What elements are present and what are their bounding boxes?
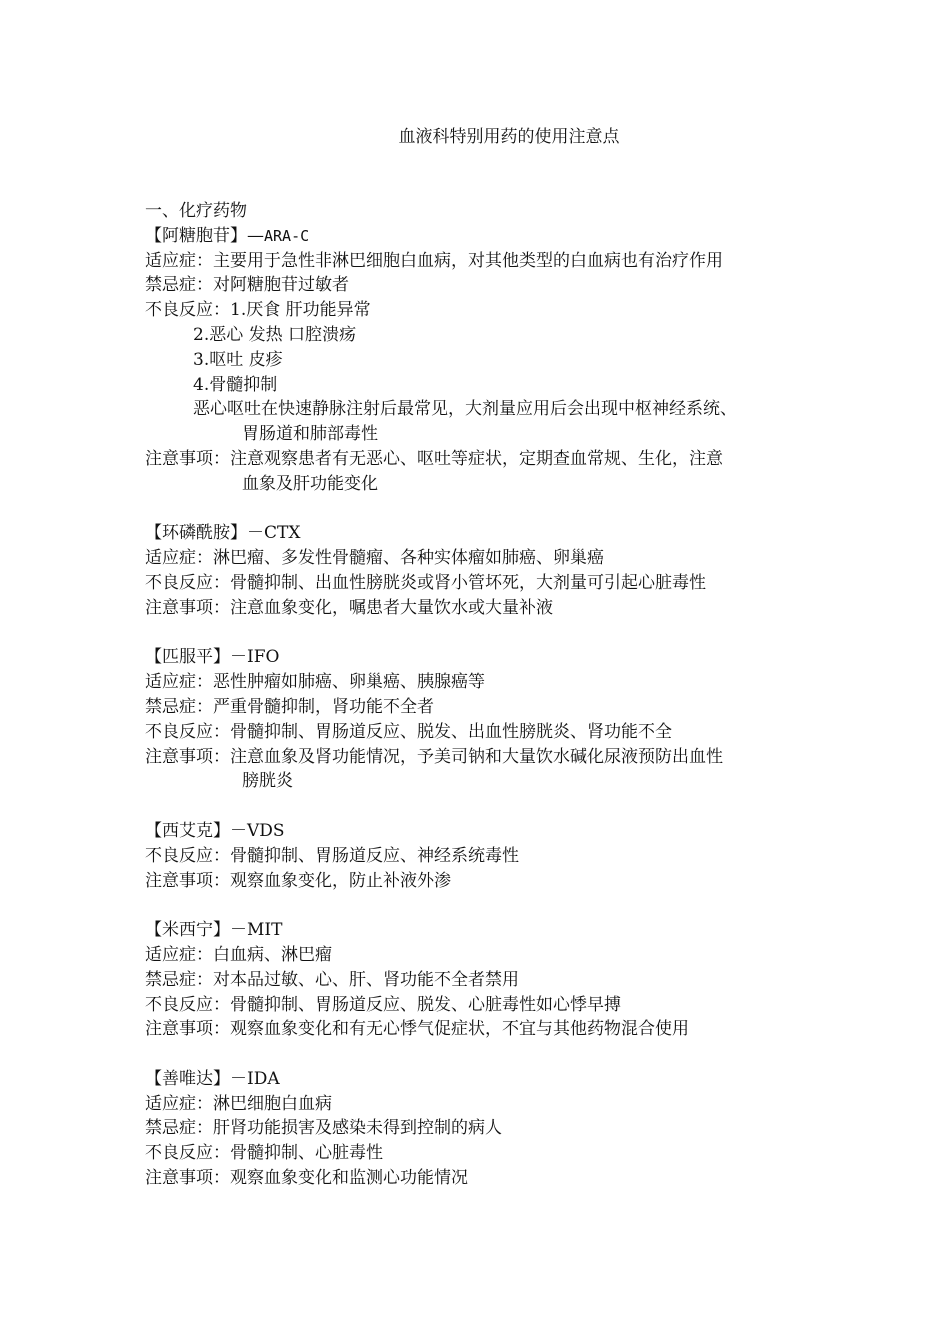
section-heading: 一、化疗药物 — [145, 201, 247, 221]
drug-adverse: 不良反应：骨髓抑制、心脏毒性 — [145, 1143, 383, 1164]
document-title: 血液科特别用药的使用注意点 — [398, 127, 620, 147]
drug-contraindication: 禁忌症：严重骨髓抑制，肾功能不全者 — [145, 696, 434, 717]
drug-notes: 膀胱炎 — [242, 771, 293, 792]
drug-adverse: 3.呕吐 皮疹 — [193, 349, 283, 370]
drug-heading: 【环磷酰胺】－CTX — [145, 523, 301, 544]
drug-notes: 注意事项：注意血象变化，嘱患者大量饮水或大量补液 — [145, 597, 553, 618]
drug-heading: 【米西宁】－MIT — [145, 920, 283, 941]
drug-adverse: 4.骨髓抑制 — [193, 374, 278, 395]
drug-contraindication: 禁忌症：对本品过敏、心、肝、肾功能不全者禁用 — [145, 969, 519, 990]
drug-indication: 适应症：白血病、淋巴瘤 — [145, 944, 332, 965]
drug-heading — [145, 224, 845, 249]
drug-contraindication: 禁忌症：对阿糖胞苷过敏者 — [145, 275, 349, 296]
drug-adverse: 恶心呕吐在快速静脉注射后最常见，大剂量应用后会出现中枢神经系统、 — [193, 399, 737, 420]
drug-adverse: 不良反应：骨髓抑制、胃肠道反应、脱发、出血性膀胱炎、肾功能不全 — [145, 721, 672, 742]
drug-indication: 适应症：恶性肿瘤如肺癌、卵巢癌、胰腺癌等 — [145, 672, 485, 693]
drug-adverse: 不良反应：骨髓抑制、胃肠道反应、神经系统毒性 — [145, 845, 519, 866]
drug-notes: 注意事项：观察血象变化和有无心悸气促症状，不宜与其他药物混合使用 — [145, 1019, 689, 1040]
spacer — [145, 893, 845, 918]
drug-notes: 注意事项：注意血象及肾功能情况，予美司钠和大量饮水碱化尿液预防出血性 — [145, 746, 723, 767]
drug-notes: 注意事项：观察血象变化，防止补液外渗 — [145, 870, 451, 891]
document-body — [145, 199, 845, 1191]
drug-contraindication: 禁忌症：肝肾功能损害及感染未得到控制的病人 — [145, 1118, 502, 1139]
drug-heading: 【匹服平】－IFO — [145, 647, 280, 668]
spacer — [145, 1042, 845, 1067]
drug-indication: 适应症：主要用于急性非淋巴细胞白血病，对其他类型的白血病也有治疗作用 — [145, 250, 723, 271]
drug-indication: 适应症：淋巴瘤、多发性骨髓瘤、各种实体瘤如肺癌、卵巢癌 — [145, 548, 604, 569]
spacer — [145, 621, 845, 646]
spacer — [145, 794, 845, 819]
drug-adverse: 不良反应：骨髓抑制、胃肠道反应、脱发、心脏毒性如心悸早搏 — [145, 994, 621, 1015]
drug-notes: 注意事项：观察血象变化和监测心功能情况 — [145, 1168, 468, 1189]
drug-notes: 血象及肝功能变化 — [242, 473, 378, 494]
drug-adverse: 2.恶心 发热 口腔溃疡 — [193, 324, 357, 345]
drug-heading: 【西艾克】－VDS — [145, 820, 285, 841]
drug-heading: 【善唯达】－IDA — [145, 1068, 280, 1089]
spacer — [145, 497, 845, 522]
drug-adverse: 不良反应：骨髓抑制、出血性膀胱炎或肾小管坏死，大剂量可引起心脏毒性 — [145, 572, 706, 593]
drug-code: ARA-C — [264, 226, 310, 245]
drug-notes: 注意事项：注意观察患者有无恶心、呕吐等症状，定期查血常规、生化，注意 — [145, 448, 723, 469]
drug-indication: 适应症：淋巴细胞白血病 — [145, 1093, 332, 1114]
drug-name: 【阿糖胞苷】— — [145, 225, 264, 246]
drug-adverse: 胃肠道和肺部毒性 — [242, 424, 378, 445]
drug-adverse: 不良反应：1.厌食 肝功能异常 — [145, 300, 371, 321]
